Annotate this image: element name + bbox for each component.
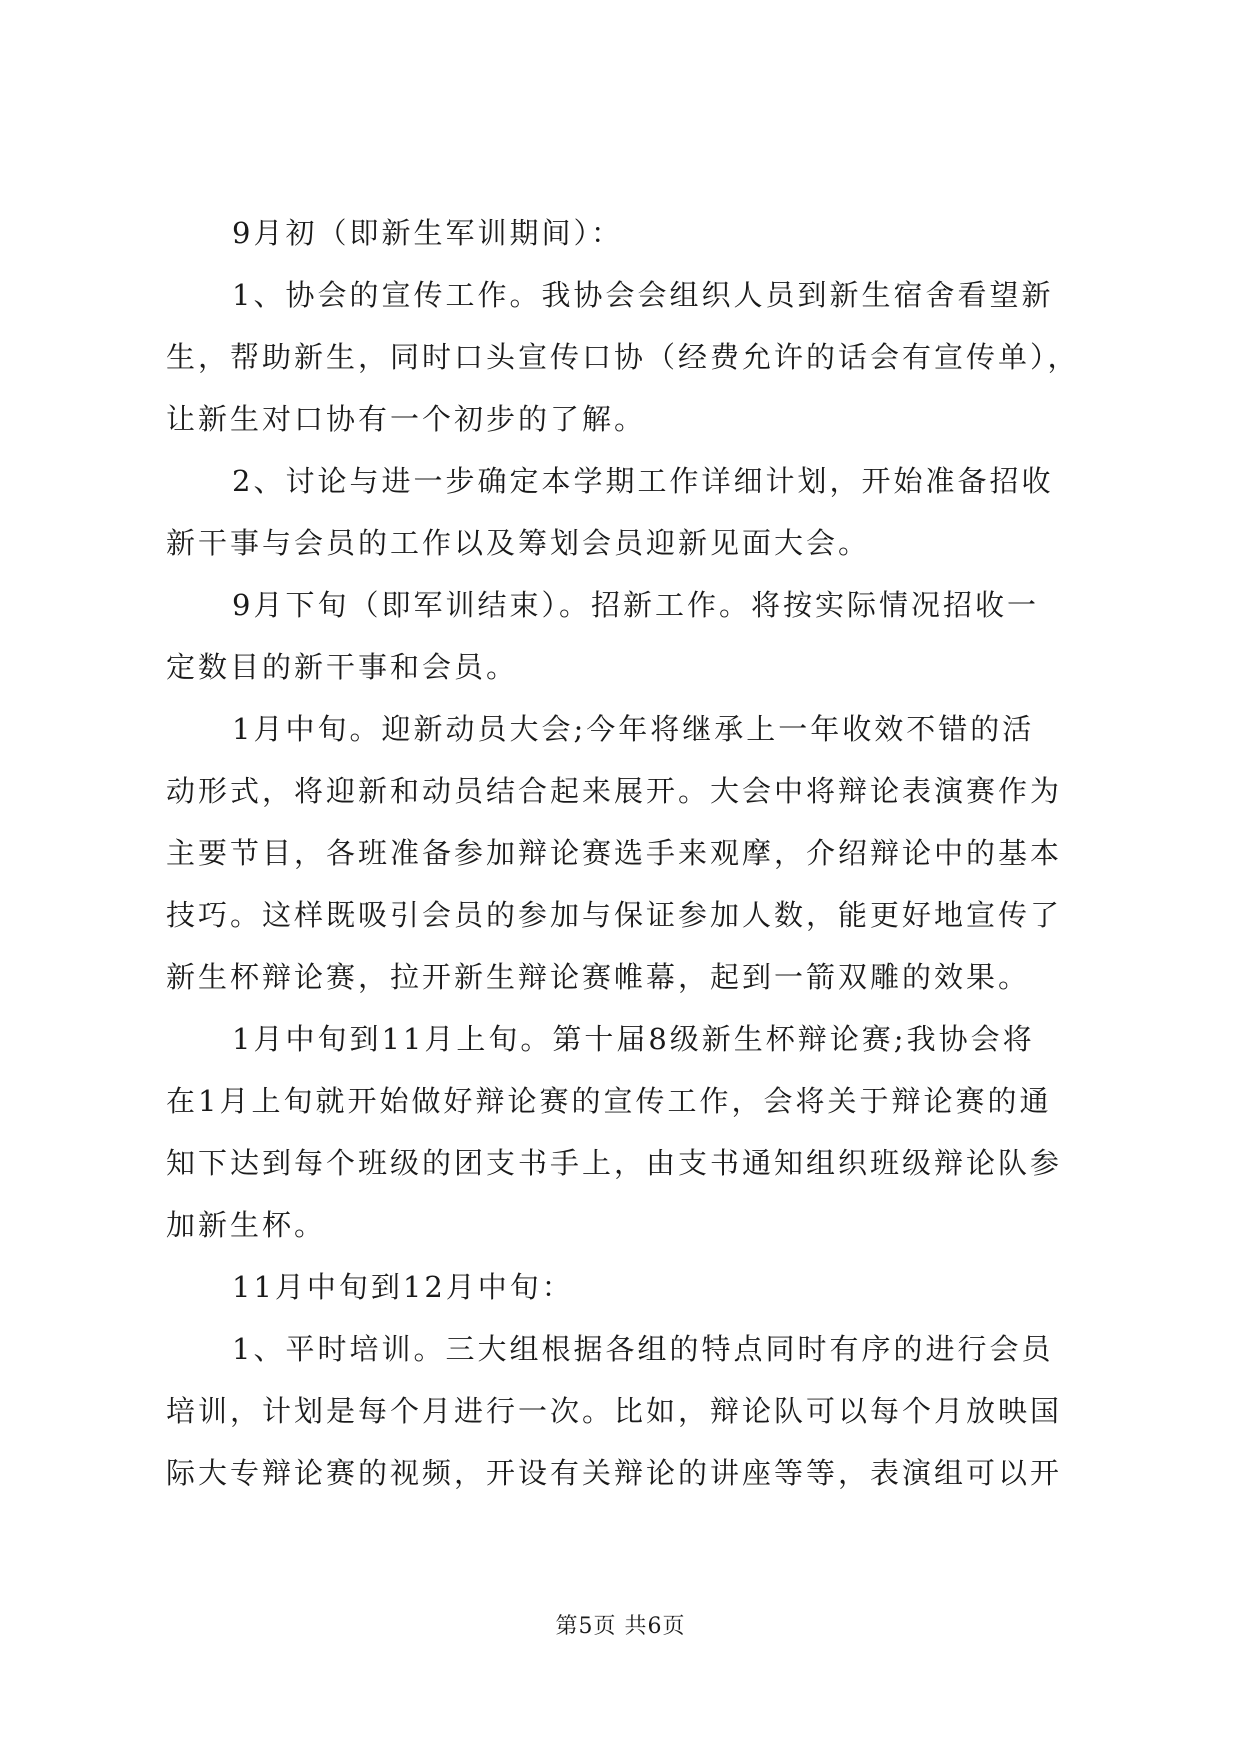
- text-line: 培训，计划是每个月进行一次。比如，辩论队可以每个月放映国: [166, 1394, 1063, 1428]
- text-line: 定数目的新干事和会员。: [166, 650, 519, 684]
- text-line: 际大专辩论赛的视频，开设有关辩论的讲座等等，表演组可以开: [166, 1456, 1063, 1490]
- text-line: 11月中旬到12月中旬：: [232, 1270, 574, 1304]
- text-line: 9月初（即新生军训期间）：: [232, 216, 623, 250]
- text-line: 新生杯辩论赛，拉开新生辩论赛帷幕，起到一箭双雕的效果。: [166, 960, 1031, 994]
- text-line: 主要节目，各班准备参加辩论赛选手来观摩，介绍辩论中的基本: [166, 836, 1063, 870]
- text-line: 9月下旬（即军训结束）。招新工作。将按实际情况招收一: [232, 588, 1039, 622]
- text-line: 1月中旬。迎新动员大会;今年将继承上一年收效不错的活: [232, 712, 1035, 746]
- text-line: 让新生对口协有一个初步的了解。: [166, 402, 647, 436]
- page-number: 第5页 共6页: [555, 1614, 686, 1639]
- document-body: [166, 202, 1086, 1504]
- text-line: 生，帮助新生，同时口头宣传口协（经费允许的话会有宣传单），: [166, 340, 1080, 374]
- text-line: 加新生杯。: [166, 1208, 327, 1242]
- page-footer: [0, 1609, 1241, 1640]
- text-line: 1、平时培训。三大组根据各组的特点同时有序的进行会员: [232, 1332, 1054, 1366]
- text-line: 在1月上旬就开始做好辩论赛的宣传工作，会将关于辩论赛的通: [166, 1084, 1052, 1118]
- text-line: 新干事与会员的工作以及筹划会员迎新见面大会。: [166, 526, 871, 560]
- text-line: 动形式，将迎新和动员结合起来展开。大会中将辩论表演赛作为: [166, 774, 1063, 808]
- text-line: 技巧。这样既吸引会员的参加与保证参加人数，能更好地宣传了: [166, 898, 1063, 932]
- text-line: 1月中旬到11月上旬。第十届8级新生杯辩论赛;我协会将: [232, 1022, 1035, 1056]
- text-line: 1、协会的宣传工作。我协会会组织人员到新生宿舍看望新: [232, 278, 1054, 312]
- text-line: 知下达到每个班级的团支书手上，由支书通知组织班级辩论队参: [166, 1146, 1063, 1180]
- text-line: 2、讨论与进一步确定本学期工作详细计划，开始准备招收: [232, 464, 1054, 498]
